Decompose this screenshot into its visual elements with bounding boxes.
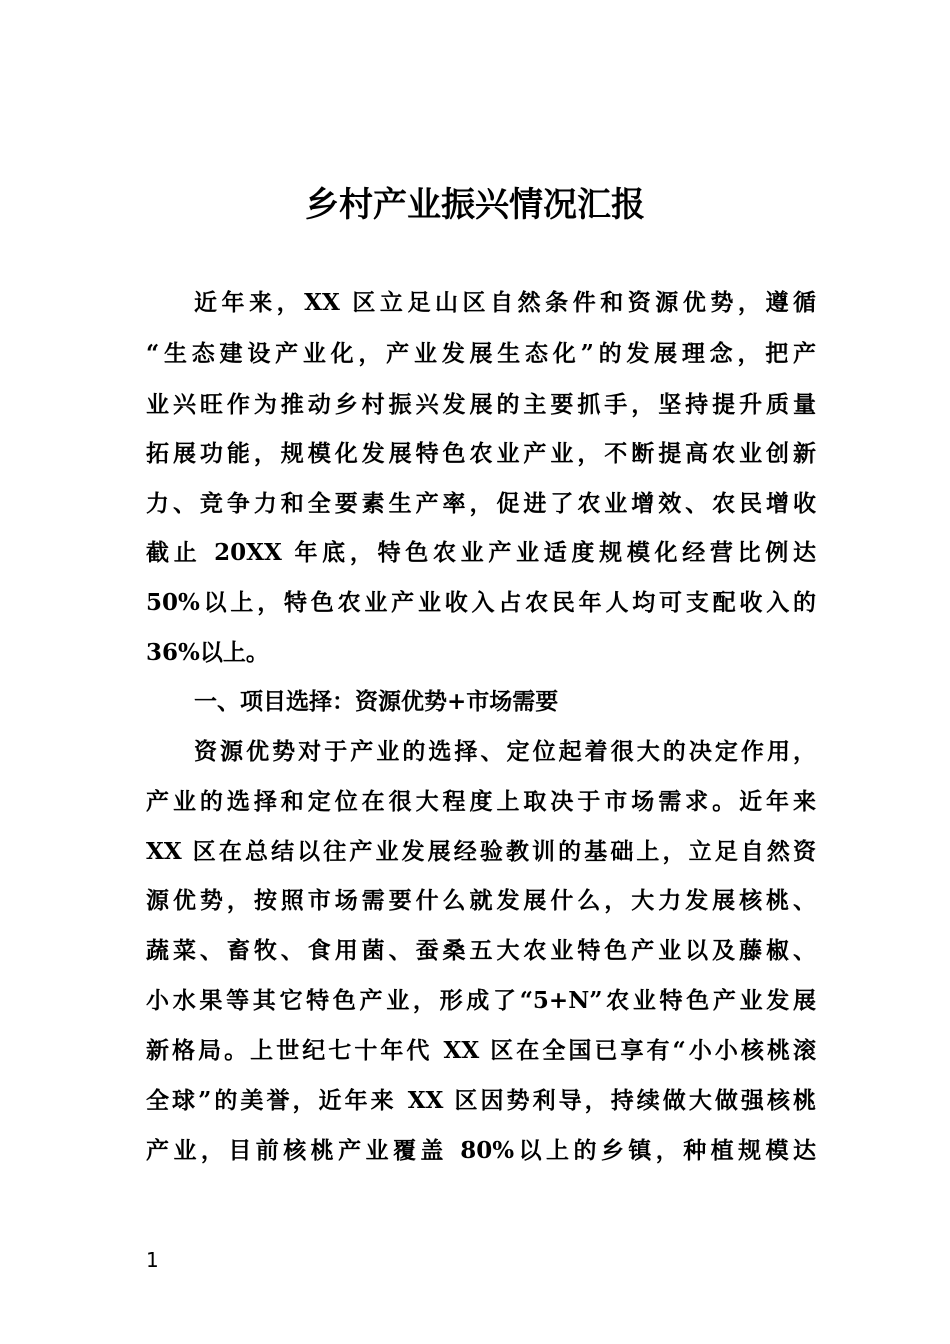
paragraph-line: 36%以上。 [146, 639, 269, 666]
paragraph-line: “生态建设产业化，产业发展生态化”的发展理念，把产 [146, 340, 816, 367]
page-number: 1 [146, 1248, 159, 1272]
paragraph-line: 源优势，按照市场需要什么就发展什么，大力发展核桃、 [146, 887, 816, 914]
paragraph-line: 业兴旺作为推动乡村振兴发展的主要抓手，坚持提升质量 [146, 391, 816, 418]
paragraph-line: 力、竞争力和全要素生产率，促进了农业增效、农民增收 [146, 490, 816, 517]
section-heading: 一、项目选择：资源优势+市场需要 [194, 688, 559, 715]
paragraph-line: 蔬菜、畜牧、食用菌、蚕桑五大农业特色产业以及藤椒、 [146, 937, 816, 964]
paragraph-line: 近年来，XX 区立足山区自然条件和资源优势，遵循 [194, 289, 816, 316]
paragraph-line: 新格局。上世纪七十年代 XX 区在全国已享有“小小核桃滚 [146, 1037, 816, 1064]
paragraph-line: XX 区在总结以往产业发展经验教训的基础上，立足自然资 [146, 838, 816, 865]
paragraph-line: 产业的选择和定位在很大程度上取决于市场需求。近年来 [146, 788, 816, 815]
paragraph-line: 产业，目前核桃产业覆盖 80%以上的乡镇，种植规模达 [146, 1137, 816, 1164]
paragraph-line: 资源优势对于产业的选择、定位起着很大的决定作用， [194, 738, 816, 765]
paragraph-line: 小水果等其它特色产业，形成了“5+N”农业特色产业发展 [146, 987, 816, 1014]
paragraph-line: 截止 20XX 年底，特色农业产业适度规模化经营比例达 [146, 539, 816, 566]
document-title: 乡村产业振兴情况汇报 [305, 185, 645, 225]
paragraph-line: 拓展功能，规模化发展特色农业产业，不断提高农业创新 [146, 440, 816, 467]
paragraph-line: 50%以上，特色农业产业收入占农民年人均可支配收入的 [146, 589, 816, 616]
paragraph-line: 全球”的美誉，近年来 XX 区因势利导，持续做大做强核桃 [146, 1087, 816, 1114]
